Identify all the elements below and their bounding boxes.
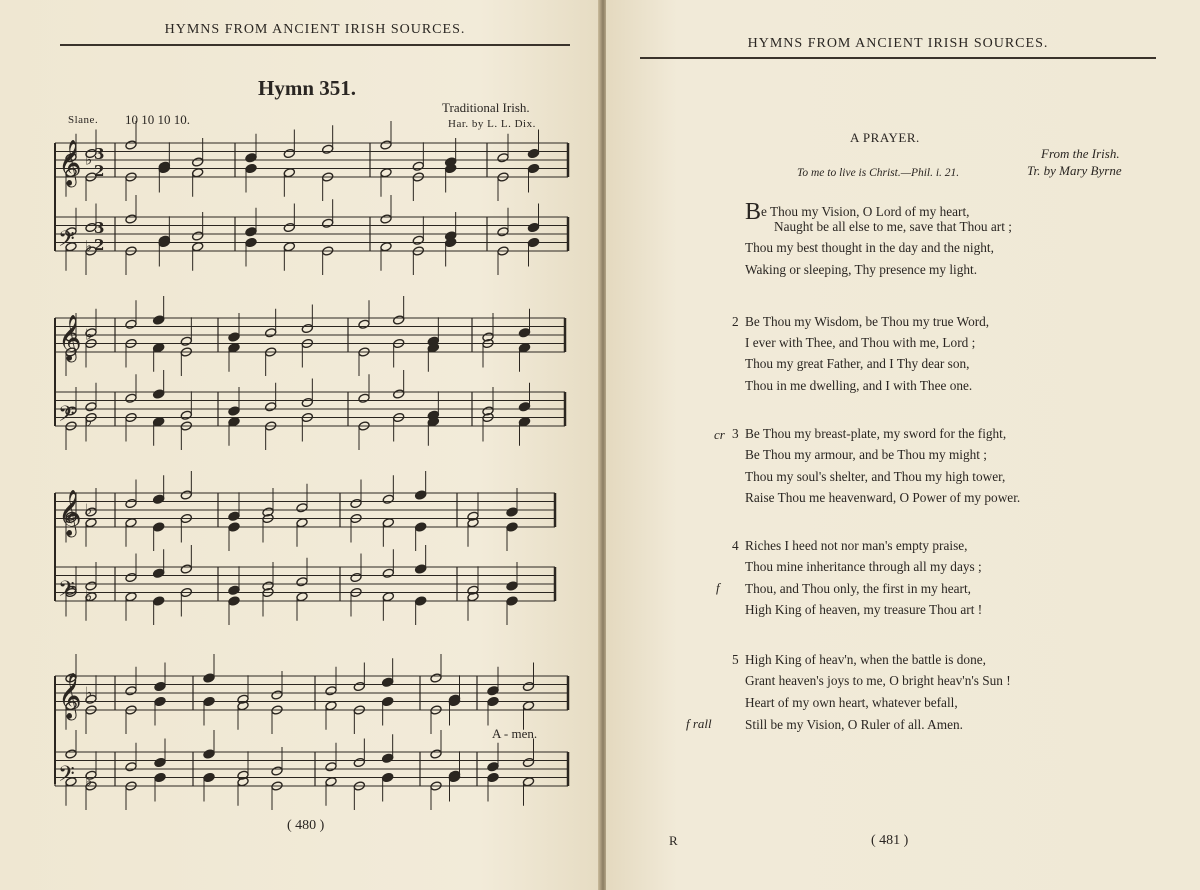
stanza-1-line-2: Naught be all else to me, save that Thou art ;	[774, 219, 1012, 234]
flat-key-signature: ♭	[85, 500, 93, 519]
note-head	[228, 343, 240, 353]
stanza-2-line-2: I ever with Thee, and Thou with me, Lord ;	[745, 335, 976, 350]
attribution-source: From the Irish.	[1041, 146, 1120, 161]
note-head	[153, 343, 165, 353]
head-rule-right	[640, 57, 1156, 59]
note-head	[518, 402, 530, 412]
note-head	[487, 686, 499, 696]
note-head	[271, 766, 283, 776]
stanza-3-line-3: Thou my soul's shelter, and Thou my high tower,	[745, 469, 1006, 484]
stanza-2-line-3: Thou my great Father, and I Thy dear son,	[745, 356, 970, 371]
note-head	[506, 596, 518, 606]
note-head	[203, 772, 215, 782]
stanza-1-line-4: Waking or sleeping, Thy presence my light.	[745, 262, 978, 277]
stanza-3-dynamic-mark: cr	[714, 427, 725, 442]
time-signature: 2	[94, 236, 105, 254]
note-head	[125, 592, 137, 602]
signature-mark: R	[669, 833, 678, 848]
note-head	[192, 168, 204, 178]
flat-key-signature: ♭	[85, 412, 93, 430]
note-head	[518, 343, 530, 353]
note-head	[228, 417, 240, 427]
attribution-translator: Tr. by Mary Byrne	[1027, 163, 1122, 178]
note-head	[228, 406, 240, 416]
note-head	[506, 581, 518, 591]
note-head	[245, 227, 257, 237]
note-head	[382, 772, 394, 782]
running-head-left: HYMNS FROM ANCIENT IRISH SOURCES.	[164, 22, 466, 37]
stanza-5-dynamic-mark: f rall	[686, 716, 712, 731]
note-head	[153, 389, 165, 399]
tune-name: Slane.	[68, 114, 99, 126]
note-head	[125, 140, 137, 150]
page-number-right: ( 481 )	[871, 833, 909, 848]
stanza-2-number: 2	[732, 314, 739, 329]
flat-key-signature: ♭	[85, 325, 93, 344]
tune-source: Traditional Irish.	[442, 100, 530, 115]
note-head	[358, 319, 370, 329]
note-head	[125, 686, 137, 696]
note-head	[380, 242, 392, 252]
note-head	[283, 148, 295, 158]
note-head	[154, 772, 166, 782]
note-head	[393, 315, 405, 325]
note-head	[382, 677, 394, 687]
stanza-5-line-3: Heart of my own heart, whatever befall,	[745, 695, 958, 710]
note-head	[353, 757, 365, 767]
note-head	[430, 673, 442, 683]
note-head	[153, 315, 165, 325]
note-head	[153, 494, 165, 504]
stanza-2-line-1: Be Thou my Wisdom, be Thou my true Word,	[745, 314, 990, 329]
note-head	[203, 749, 215, 759]
flat-key-signature: ♭	[85, 237, 93, 255]
note-head	[382, 753, 394, 763]
flat-key-signature: ♭	[85, 772, 93, 790]
note-head	[350, 498, 362, 508]
note-head	[296, 518, 308, 528]
note-head	[125, 214, 137, 224]
treble-clef: 𝄞	[58, 315, 82, 361]
note-head	[325, 686, 337, 696]
note-head	[380, 140, 392, 150]
note-head	[180, 336, 192, 346]
stanza-1-line-3: Thou my best thought in the day and the night,	[745, 240, 994, 255]
stanza-3-number: 3	[732, 426, 739, 441]
note-head	[296, 503, 308, 513]
note-head	[154, 681, 166, 691]
note-head	[506, 507, 518, 517]
stanza-4-line-4: High King of heaven, my treasure Thou art !	[745, 602, 983, 617]
right-page	[606, 0, 1200, 890]
amen-lyric: A - men.	[492, 726, 538, 741]
time-signature: 3	[94, 145, 105, 163]
note-head	[125, 518, 137, 528]
note-head	[296, 577, 308, 587]
note-head	[415, 490, 427, 500]
note-head	[487, 696, 499, 706]
note-head	[125, 572, 137, 582]
note-head	[527, 222, 539, 232]
note-head	[228, 511, 240, 521]
bass-clef: 𝄢	[58, 227, 75, 257]
note-head	[506, 522, 518, 532]
note-head	[325, 777, 337, 787]
note-head	[203, 696, 215, 706]
note-head	[265, 402, 277, 412]
note-head	[497, 153, 509, 163]
note-head	[85, 581, 97, 591]
stanza-4-line-1: Riches I heed not nor man's empty praise,	[745, 538, 968, 553]
note-head	[527, 148, 539, 158]
note-head	[412, 161, 424, 171]
flat-key-signature: ♭	[85, 150, 93, 169]
note-head	[487, 762, 499, 772]
note-head	[154, 696, 166, 706]
note-head	[245, 237, 257, 247]
note-head	[382, 696, 394, 706]
note-head	[358, 393, 370, 403]
harmonizer: Har. by L. L. Dix.	[448, 118, 536, 130]
bass-clef: 𝄢	[58, 762, 75, 792]
running-head-right: HYMNS FROM ANCIENT IRISH SOURCES.	[747, 36, 1049, 51]
note-head	[380, 168, 392, 178]
note-head	[497, 227, 509, 237]
flat-key-signature: ♭	[85, 587, 93, 605]
note-head	[228, 596, 240, 606]
note-head	[245, 163, 257, 173]
note-head	[203, 673, 215, 683]
hymn-title: Hymn 351.	[258, 76, 357, 100]
note-head	[412, 235, 424, 245]
note-head	[154, 757, 166, 767]
stanza-4-dynamic-mark: f	[716, 580, 720, 595]
note-head	[153, 568, 165, 578]
note-head	[125, 762, 137, 772]
stanza-3-line-2: Be Thou my armour, and be Thou my might ;	[745, 447, 987, 462]
note-head	[325, 701, 337, 711]
treble-clef: 𝄞	[58, 490, 82, 536]
stanza-4-line-3: Thou, and Thou only, the first in my heart,	[745, 581, 972, 596]
poem-title: A PRAYER.	[850, 130, 920, 145]
stanza-2-line-4: Thou in me dwelling, and I with Thee one.	[745, 378, 973, 393]
note-head	[353, 681, 365, 691]
note-head	[382, 568, 394, 578]
note-head	[430, 749, 442, 759]
stanza-3-line-1: Be Thou my breast-plate, my sword for the fight,	[745, 426, 1007, 441]
note-head	[522, 757, 534, 767]
note-head	[85, 402, 97, 412]
note-head	[245, 153, 257, 163]
epigraph: To me to live is Christ.—Phil. i. 21.	[797, 167, 960, 179]
note-head	[487, 772, 499, 782]
line-text: e Thou my Vision, O Lord of my heart,	[761, 204, 970, 219]
note-head	[382, 494, 394, 504]
treble-clef: 𝄞	[58, 673, 82, 719]
note-head	[393, 389, 405, 399]
note-head	[125, 393, 137, 403]
page-number-left: ( 480 )	[287, 818, 325, 833]
stanza-5-line-2: Grant heaven's joys to me, O bright heav'n's Sun !	[745, 673, 1011, 688]
stanza-4-number: 4	[732, 538, 739, 553]
note-head	[415, 522, 427, 532]
stanza-5-number: 5	[732, 652, 739, 667]
note-head	[325, 762, 337, 772]
note-head	[301, 397, 313, 407]
stanza-4-line-2: Thou mine inheritance through all my days ;	[745, 559, 982, 574]
flat-key-signature: ♭	[85, 683, 93, 702]
stanza-5-line-4: Still be my Vision, O Ruler of all. Amen.	[745, 717, 963, 732]
note-head	[283, 242, 295, 252]
note-head	[522, 777, 534, 787]
treble-clef: 𝄞	[58, 140, 82, 186]
note-head	[125, 319, 137, 329]
note-head	[350, 572, 362, 582]
note-head	[322, 218, 334, 228]
note-head	[522, 701, 534, 711]
note-head	[382, 592, 394, 602]
note-head	[382, 518, 394, 528]
note-head	[283, 222, 295, 232]
note-head	[228, 585, 240, 595]
note-head	[522, 681, 534, 691]
note-head	[518, 328, 530, 338]
time-signature: 2	[94, 162, 105, 180]
note-head	[125, 498, 137, 508]
note-head	[283, 168, 295, 178]
note-head	[271, 690, 283, 700]
note-head	[153, 596, 165, 606]
time-signature: 3	[94, 219, 105, 237]
stanza-3-line-4: Raise Thou me heavenward, O Power of my power.	[745, 490, 1021, 505]
note-head	[380, 214, 392, 224]
note-head	[85, 518, 97, 528]
note-head	[153, 417, 165, 427]
stanza-5-line-1: High King of heav'n, when the battle is done,	[745, 652, 986, 667]
tune-meter: 10 10 10 10.	[125, 112, 190, 127]
note-head	[192, 242, 204, 252]
note-head	[518, 417, 530, 427]
note-head	[415, 564, 427, 574]
note-head	[265, 328, 277, 338]
note-head	[192, 231, 204, 241]
note-head	[301, 323, 313, 333]
bass-clef: 𝄢	[58, 577, 75, 607]
note-head	[228, 332, 240, 342]
note-head	[180, 564, 192, 574]
note-head	[228, 522, 240, 532]
note-head	[527, 237, 539, 247]
note-head	[180, 490, 192, 500]
note-head	[192, 157, 204, 167]
note-head	[527, 163, 539, 173]
note-head	[180, 410, 192, 420]
note-head	[322, 144, 334, 154]
note-head	[296, 592, 308, 602]
note-head	[153, 522, 165, 532]
bass-clef: 𝄢	[58, 402, 75, 432]
note-head	[65, 749, 77, 759]
note-head	[415, 596, 427, 606]
drop-cap: B	[745, 199, 762, 225]
